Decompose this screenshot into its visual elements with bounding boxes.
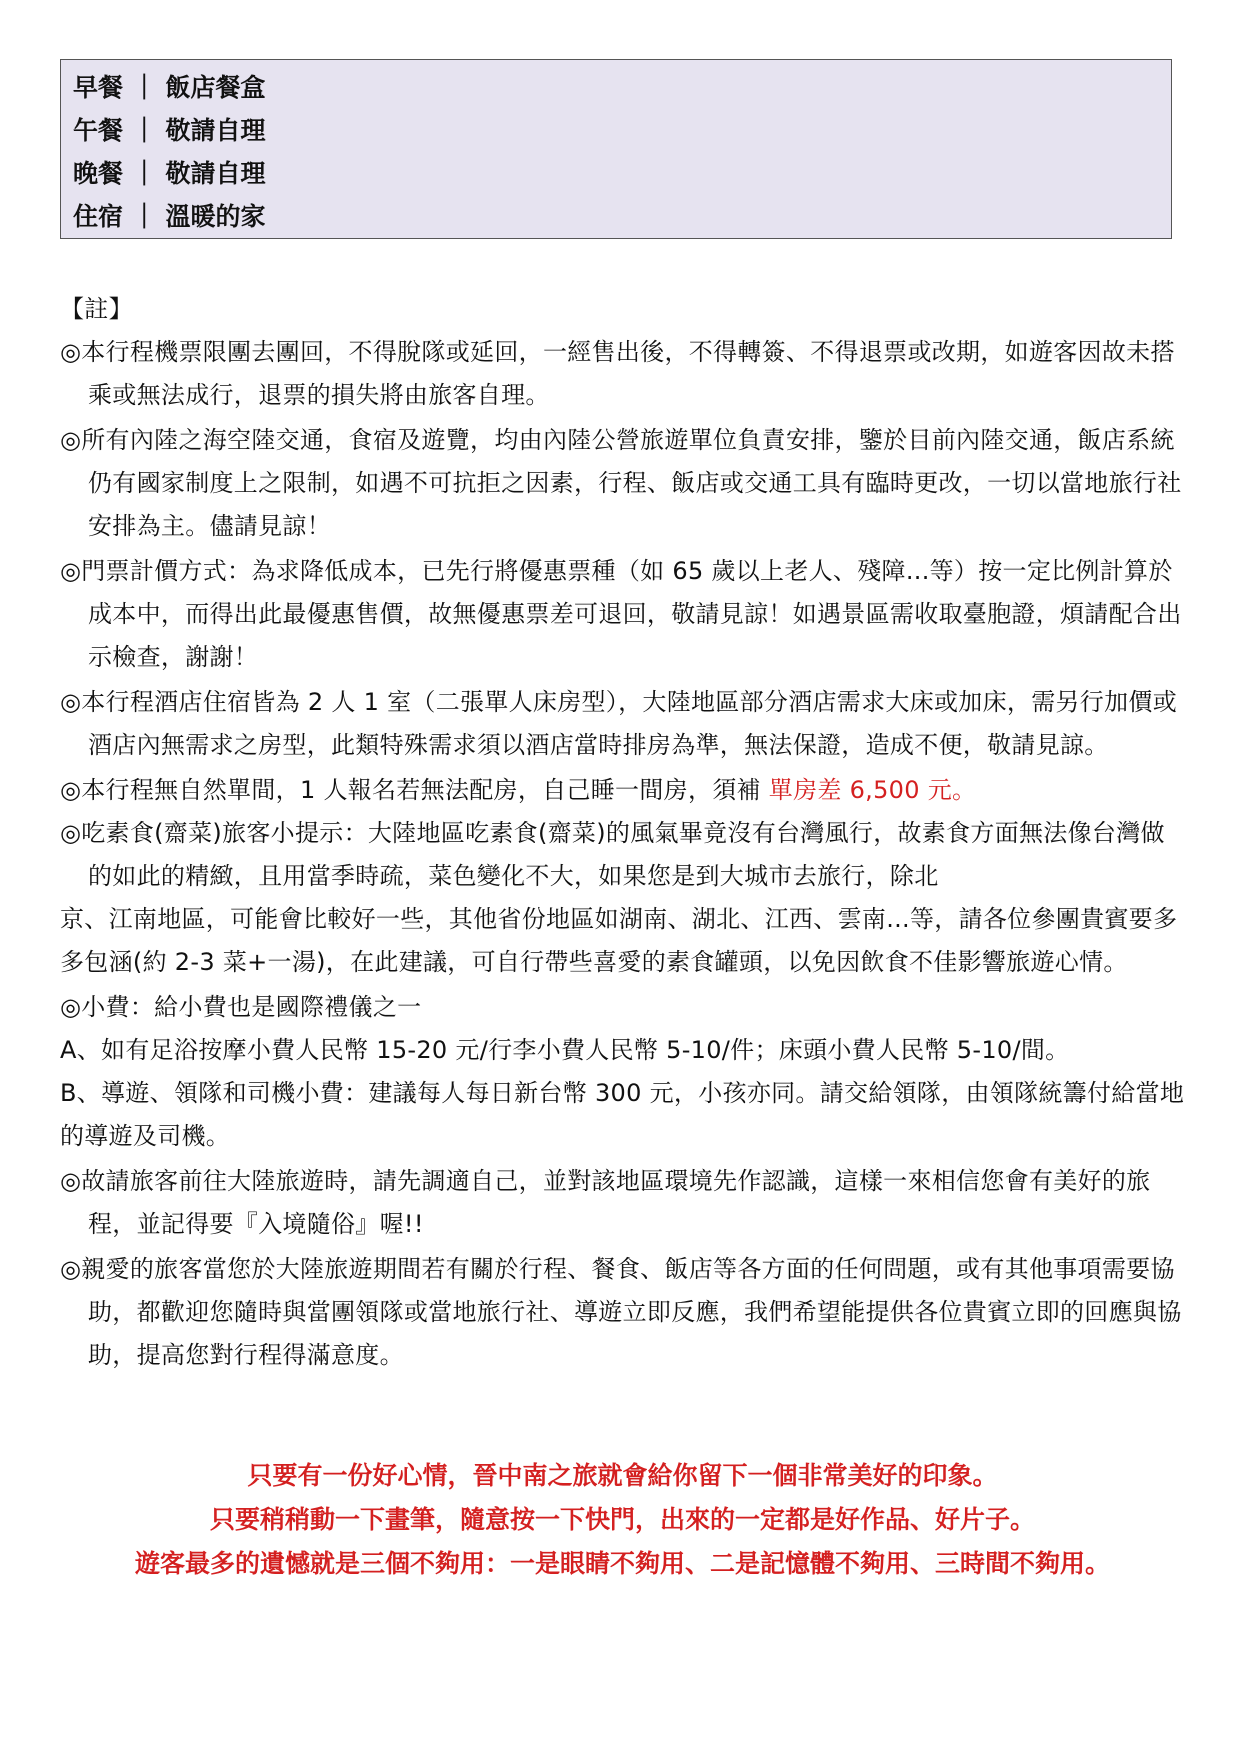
meal-value: 敬請自理	[165, 116, 266, 145]
note-single-room	[60, 769, 1185, 812]
meal-row-breakfast	[73, 66, 1171, 109]
meal-separator: ｜	[131, 73, 157, 102]
meal-label: 早餐	[73, 73, 124, 102]
meal-row-lunch	[73, 109, 1171, 152]
single-room-text: ◎本行程無自然單間，1 人報名若無法配房，自己睡一間房，須補	[60, 776, 769, 804]
meal-value: 溫暖的家	[165, 202, 266, 231]
meal-info-box	[60, 59, 1172, 239]
note-transport: ◎所有內陸之海空陸交通，食宿及遊覽，均由內陸公營旅遊單位負責安排，鑒於目前內陸交通，飯店系統仍有國家制度上之限制，如遇不可抗拒之因素，行程、飯店或交通工具有臨時更改，一切以當地旅行社安排為主。儘請見諒！	[60, 426, 1182, 540]
note-tips: ◎小費：給小費也是國際禮儀之一	[60, 993, 422, 1021]
note-hotel: ◎本行程酒店住宿皆為 2 人 1 室（二張單人床房型），大陸地區部分酒店需求大床或加床，需另行加價或酒店內無需求之房型，此類特殊需求須以酒店當時排房為準，無法保證，造成不便，敬請見諒。	[60, 688, 1177, 759]
meal-separator: ｜	[131, 159, 157, 188]
closing-line-3: 遊客最多的遺憾就是三個不夠用：一是眼睛不夠用、二是記憶體不夠用、三時間不夠用。	[134, 1549, 1110, 1578]
note-tips-a: A、如有足浴按摩小費人民幣 15-20 元/行李小費人民幣 5-10/件；床頭小費人民幣 5-10/間。	[60, 1036, 1070, 1064]
single-room-surcharge: 單房差 6,500 元。	[768, 776, 977, 804]
notes-heading: 【註】	[60, 295, 133, 323]
meal-value: 飯店餐盒	[165, 73, 266, 102]
notes-section	[60, 288, 1185, 1377]
note-adapt: ◎故請旅客前往大陸旅遊時，請先調適自己，並對該地區環境先作認識，這樣一來相信您會有美好的旅程，並記得要『入境隨俗』喔!!	[60, 1167, 1151, 1238]
note-vegetarian-a: ◎吃素食(齋菜)旅客小提示：大陸地區吃素食(齋菜)的風氣畢竟沒有台灣風行，故素食方面無法像台灣做的如此的精緻，且用當季時疏，菜色變化不大，如果您是到大城市去旅行，除北	[60, 819, 1165, 890]
closing-line-1: 只要有一份好心情，晉中南之旅就會給你留下一個非常美好的印象。	[247, 1461, 998, 1490]
note-admission: ◎門票計價方式：為求降低成本，已先行將優惠票種（如 65 歲以上老人、殘障...等）按一定比例計算於成本中，而得出此最優惠售價，故無優惠票差可退回，敬請見諒！如遇景區需收取臺胞證，煩請配合出示檢查，謝謝！	[60, 557, 1182, 671]
closing-remarks	[60, 1454, 1185, 1586]
meal-label: 午餐	[73, 116, 124, 145]
meal-row-dinner	[73, 152, 1171, 195]
meal-separator: ｜	[131, 116, 157, 145]
note-assistance: ◎親愛的旅客當您於大陸旅遊期間若有關於行程、餐食、飯店等各方面的任何問題，或有其他事項需要協助，都歡迎您隨時與當團領隊或當地旅行社、導遊立即反應，我們希望能提供各位貴賓立即的回應與協助，提高您對行程得滿意度。	[60, 1255, 1182, 1369]
note-vegetarian-b: 京、江南地區，可能會比較好一些，其他省份地區如湖南、湖北、江西、雲南...等，請各位參團貴賓要多多包涵(約 2-3 菜+一湯)，在此建議，可自行帶些喜愛的素食罐頭，以免因飲食不佳影響旅遊心情。	[60, 905, 1178, 976]
note-tips-b: B、導遊、領隊和司機小費：建議每人每日新台幣 300 元，小孩亦同。請交給領隊，由領隊統籌付給當地的導遊及司機。	[60, 1079, 1185, 1150]
meal-row-lodging	[73, 195, 1171, 238]
meal-label: 住宿	[73, 202, 124, 231]
meal-label: 晚餐	[73, 159, 124, 188]
note-ticket-policy: ◎本行程機票限團去團回，不得脫隊或延回，一經售出後，不得轉簽、不得退票或改期，如遊客因故未搭乘或無法成行，退票的損失將由旅客自理。	[60, 338, 1175, 409]
meal-value: 敬請自理	[165, 159, 266, 188]
meal-separator: ｜	[131, 202, 157, 231]
closing-line-2: 只要稍稍動一下畫筆，隨意按一下快門，出來的一定都是好作品、好片子。	[209, 1505, 1035, 1534]
